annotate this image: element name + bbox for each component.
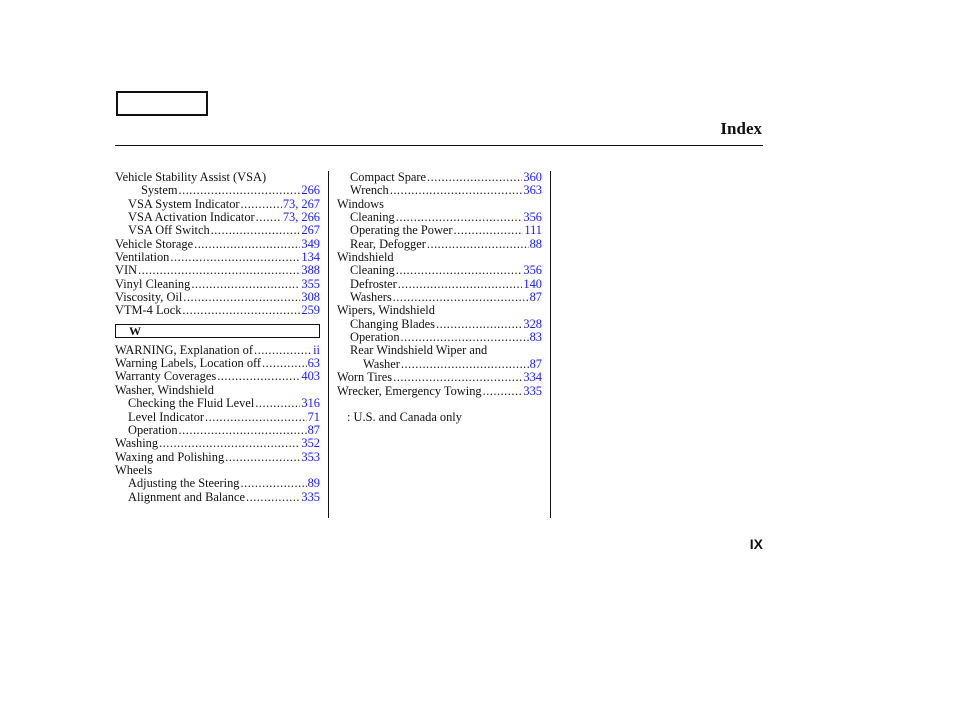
leader-dots [246,491,300,504]
leader-dots [179,424,307,437]
index-entry[interactable]: Vinyl Cleaning ..... 355 [115,278,320,291]
leader-dots [217,370,300,383]
index-entry[interactable]: VSA System Indicator ..... 73, 267 [115,198,320,211]
page-link[interactable]: 267 [301,223,320,238]
index-heading: Rear Windshield Wiper and [350,343,488,358]
page-link[interactable]: 259 [301,303,320,318]
leader-dots [398,278,523,291]
index-entry[interactable]: Washing ..... 352 [115,437,320,450]
index-heading: Wheels [115,462,153,477]
page-title: Index [720,119,762,138]
page-link[interactable]: 353 [301,449,320,464]
leader-dots [183,291,300,304]
index-heading: Vehicle Stability Assist (VSA) [115,170,267,184]
leader-dots [225,451,300,464]
page-link[interactable]: 111 [524,223,542,238]
index-heading: Washer, Windshield [115,382,214,397]
leader-dots [401,358,529,371]
page-link[interactable]: 308 [301,290,320,305]
page-link[interactable]: 266 [301,183,320,198]
index-entry[interactable]: Operation ..... 83 [337,331,542,344]
column-divider [328,171,329,518]
page-link[interactable]: 388 [301,263,320,278]
page-link[interactable]: 87 [529,290,542,305]
index-entry[interactable]: Cleaning ..... 356 [337,211,542,224]
page-link[interactable]: 89 [307,476,320,491]
index-entry[interactable]: Operating the Power ..... 111 [337,224,542,237]
page-link[interactable]: 363 [523,183,542,198]
section-tab-box [116,91,208,116]
leader-dots [170,251,300,264]
index-entry[interactable]: System ..... 266 [115,184,320,197]
section-letter: W [129,323,141,338]
page-link[interactable]: 334 [523,370,542,385]
page-link[interactable]: 134 [301,250,320,265]
page-link[interactable]: 335 [523,383,542,398]
index-entry[interactable]: Cleaning ..... 356 [337,264,542,277]
leader-dots [205,411,307,424]
page-link[interactable]: 352 [301,436,320,451]
leader-dots [211,224,301,237]
index-entry[interactable]: WARNING, Explanation of ..... ii [115,344,320,357]
index-column-2 [337,171,542,424]
leader-dots [138,264,300,277]
index-entry[interactable]: Washers ..... 87 [337,291,542,304]
index-entry[interactable]: Viscosity, Oil ..... 308 [115,291,320,304]
leader-dots [159,437,300,450]
column-divider [550,171,551,518]
index-entry[interactable]: Defroster ..... 140 [337,278,542,291]
leader-dots [396,211,523,224]
page-link[interactable]: 328 [523,316,542,331]
index-entry[interactable]: Warning Labels, Location off ..... 63 [115,357,320,370]
leader-dots [396,264,523,277]
page-link[interactable]: 140 [523,276,542,291]
leader-dots [182,304,300,317]
index-entry[interactable]: Warranty Coverages ..... 403 [115,370,320,383]
page-link[interactable]: 355 [301,276,320,291]
index-entry[interactable]: VSA Off Switch ..... 267 [115,224,320,237]
leader-dots [436,318,522,331]
leader-dots [194,238,300,251]
page-number: IX [749,536,763,552]
index-column-1 [115,171,320,504]
leader-dots [483,385,523,398]
section-letter-box [115,324,320,338]
index-entry[interactable]: Adjusting the Steering ..... 89 [115,477,320,490]
leader-dots [401,331,529,344]
page-link[interactable]: 87 [529,356,542,371]
leader-dots [390,184,523,197]
index-entry[interactable]: VIN ..... 388 [115,264,320,277]
index-heading: Windshield [337,250,394,265]
index-entry[interactable]: Washer ..... 87 [337,358,542,371]
index-entry[interactable]: Vehicle Storage ..... 349 [115,238,320,251]
page-link[interactable]: 360 [523,170,542,184]
index-entry[interactable]: Level Indicator ..... 71 [115,411,320,424]
index-entry[interactable]: VSA Activation Indicator ..... 73, 266 [115,211,320,224]
index-entry[interactable]: Operation ..... 87 [115,424,320,437]
page-link[interactable]: 349 [301,236,320,251]
page-link[interactable]: 403 [301,369,320,384]
page-link[interactable]: 83 [529,330,542,345]
page-link[interactable]: 73, 266 [282,210,320,225]
index-entry[interactable]: Worn Tires ..... 334 [337,371,542,384]
index-entry[interactable]: Wrecker, Emergency Towing ..... 335 [337,385,542,398]
index-heading: Wipers, Windshield [337,303,435,318]
index-entry[interactable]: Checking the Fluid Level ..... 316 [115,397,320,410]
leader-dots [427,238,529,251]
footnote: : U.S. and Canada only [347,409,462,424]
page-link[interactable]: 356 [523,210,542,225]
index-entry[interactable]: Wrench ..... 363 [337,184,542,197]
page-link[interactable]: 88 [529,236,542,251]
leader-dots [191,278,300,291]
leader-dots [262,357,307,370]
index-heading: Windows [337,196,384,211]
title-rule [115,145,763,146]
leader-dots [393,291,529,304]
leader-dots [241,477,307,490]
index-entry[interactable]: Changing Blades ..... 328 [337,318,542,331]
page-link[interactable]: 63 [307,356,320,371]
leader-dots [179,184,301,197]
leader-dots [256,211,282,224]
page-link[interactable]: 73, 267 [282,196,320,211]
index-entry[interactable]: Compact Spare ..... 360 [337,171,542,184]
leader-dots [241,198,282,211]
index-entry[interactable]: Waxing and Polishing ..... 353 [115,451,320,464]
leader-dots [454,224,524,237]
page-link[interactable]: 335 [301,489,320,504]
index-entry[interactable]: VTM-4 Lock ..... 259 [115,304,320,317]
page-link[interactable]: 356 [523,263,542,278]
index-entry[interactable]: Rear, Defogger ..... 88 [337,238,542,251]
leader-dots [427,171,522,184]
page-link[interactable]: 71 [307,409,320,424]
leader-dots [255,397,300,410]
leader-dots [393,371,522,384]
page-link[interactable]: 316 [301,396,320,411]
index-entry[interactable]: Ventilation ..... 134 [115,251,320,264]
page-link[interactable]: 87 [307,422,320,437]
page-link[interactable]: ii [313,342,320,357]
leader-dots [254,344,312,357]
index-entry[interactable]: Alignment and Balance ..... 335 [115,491,320,504]
